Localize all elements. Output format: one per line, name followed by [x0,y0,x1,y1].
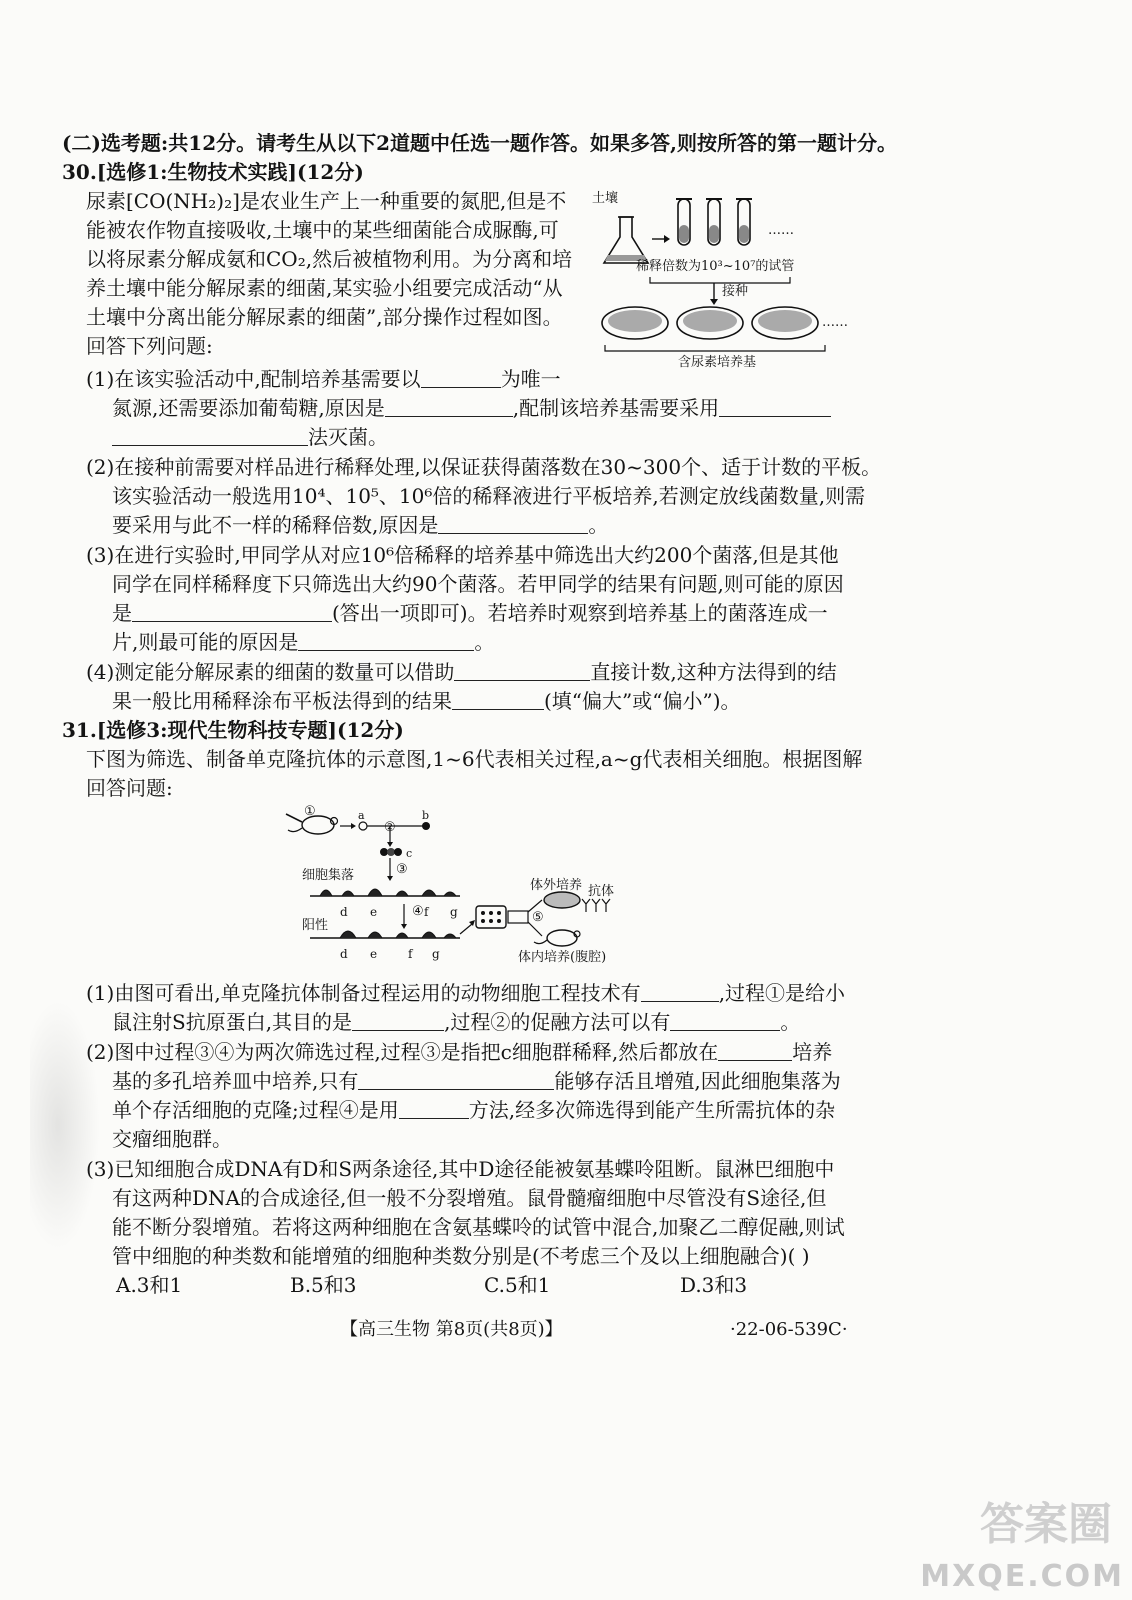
option-c[interactable]: C.5和1 [484,1273,551,1297]
q30-p1-line: (1)在该实验活动中,配制培养基需要以 为唯一 [86,367,561,391]
plate-caption: 含尿素培养基 [678,355,757,370]
answer-blank[interactable] [112,427,308,446]
row-label: g [450,905,458,919]
fused-cells-icon [380,848,402,856]
q30-intro-line: 养土壤中能分解尿素的细菌,某实验小组要完成活动“从 [86,276,563,300]
answer-blank[interactable] [718,1042,792,1061]
answer-blank[interactable] [352,1012,444,1031]
answer-blank[interactable] [438,515,588,534]
cell-b-label: b [422,809,430,822]
section-header: (二)选考题:共12分。请考生从以下2道题中任选一题作答。如果多答,则按所答的第一题计分。 [62,131,898,155]
culture-plate-row [310,931,460,938]
q30-p3-line: 同学在同样稀释度下只筛选出大约90个菌落。若甲同学的结果有问题,则可能的原因 [112,572,844,596]
q31-p2-line: 交瘤细胞群。 [112,1127,232,1151]
answer-blank[interactable] [641,983,719,1002]
dots-label: …… [822,315,848,330]
q30-p4-line: (4)测定能分解尿素的细菌的数量可以借助 直接计数,这种方法得到的结 [86,660,837,684]
answer-blank[interactable] [385,398,513,417]
petri-dish-icon [752,307,818,339]
q31-p3-line: 有这两种DNA的合成途径,但一般不分裂增殖。鼠骨髓瘤细胞中尽管没有S途径,但 [112,1186,827,1210]
q31-title: 31.[选修3:现代生物科技专题](12分) [62,718,404,742]
positive-label: 阳性 [302,918,329,933]
q31-p1-line: (1)由图可看出,单克隆抗体制备过程运用的动物细胞工程技术有 ,过程①是给小 [86,981,846,1005]
q30-intro-line: 以将尿素分解成氨和CO₂,然后被植物利用。为分离和培 [86,247,573,271]
doc-code: ·22-06-539C· [730,1319,848,1340]
q31-intro-line: 回答问题: [86,776,173,800]
bracket-line [650,277,790,283]
answer-blank[interactable] [719,398,831,417]
culture-dish-icon [544,892,580,908]
q31-p2-line: (2)图中过程③④为两次筛选过程,过程③是指把c细胞群稀释,然后都放在 培养 [86,1040,833,1064]
flask-icon [604,217,648,263]
syringe-icon [286,814,302,822]
answer-blank[interactable] [132,603,332,622]
q31-intro-line: 下图为筛选、制备单克隆抗体的示意图,1~6代表相关过程,a~g代表相关细胞。根据图解 [86,747,863,771]
answer-blank[interactable] [399,1100,469,1119]
step-5-label: ⑤ [532,910,544,925]
answer-blank[interactable] [670,1012,780,1031]
q31-p1-line: 鼠注射S抗原蛋白,其目的是 ,过程②的促融方法可以有 。 [112,1010,801,1034]
page-footer: 【高三生物 第8页(共8页)】 [340,1319,563,1340]
q30-figure [590,185,860,375]
step-4-label: ④ [412,904,424,919]
arrow-head-icon [351,823,356,829]
arrow-head-icon [387,876,393,881]
in-vitro-label: 体外培养 [530,878,583,893]
answer-blank[interactable] [454,662,590,681]
watermark-logo: 答案圈 [980,1499,1112,1550]
row-label: d [340,947,348,961]
option-b[interactable]: B.5和3 [290,1273,357,1297]
soil-label: 土壤 [592,191,619,206]
multiwell-plate-icon [476,906,506,928]
antibody-icon [582,899,610,912]
petri-dish-icon [602,307,668,339]
step-2-label: ② [384,820,396,835]
arrow-line [460,924,472,934]
test-tube-icon [736,199,752,245]
q30-p1-line: 氮源,还需要添加葡萄糖,原因是 ,配制该培养基需要采用 [112,396,831,420]
test-tube-icon [676,199,692,245]
option-d[interactable]: D.3和3 [680,1273,748,1297]
option-a[interactable]: A.3和1 [116,1273,183,1297]
antibody-label: 抗体 [588,884,615,899]
mouse-icon [534,930,580,946]
row-label: g [432,947,440,961]
q30-p2-line: (2)在接种前需要对样品进行稀释处理,以保证获得菌落数在30~300个、适于计数的平板。 [86,455,882,479]
syringe-icon [508,911,528,923]
q31-p3-line: 能不断分裂增殖。若将这两种细胞在含氨基蝶呤的试管中混合,加聚乙二醇促融,则试 [112,1215,845,1239]
scan-shadow [30,1000,100,1250]
answer-blank[interactable] [298,632,474,651]
dilution-diagram [590,185,860,375]
q30-p2-line: 该实验活动一般选用10⁴、10⁵、10⁶倍的稀释液进行平板培养,若测定放线菌数量,则需 [112,484,866,508]
row-label: f [424,905,429,919]
in-vivo-label: 体内培养(腹腔) [518,950,607,965]
q30-p3-line: 片,则最可能的原因是 。 [112,630,495,654]
row-label: e [370,905,378,919]
petri-dish-icon [677,307,743,339]
dots-label: …… [768,223,794,238]
q31-figure [280,800,620,970]
tube-caption: 稀释倍数为10³~10⁷的试管 [636,259,795,274]
arrow-head-icon [387,842,393,847]
q30-intro-line: 土壤中分离出能分解尿素的细菌”,部分操作过程如图。 [86,305,563,329]
q30-intro-line: 能被农作物直接吸收,土壤中的某些细菌能合成脲酶,可 [86,218,559,242]
q31-p2-line: 基的多孔培养皿中培养,只有 能够存活且增殖,因此细胞集落为 [112,1069,841,1093]
row-label: e [370,947,378,961]
q30-intro-line: 回答下列问题: [86,334,213,358]
cell-a-label: a [358,809,365,822]
q31-p2-line: 单个存活细胞的克隆;过程④是用 方法,经多次筛选得到能产生所需抗体的杂 [112,1098,836,1122]
answer-blank[interactable] [452,691,544,710]
q30-intro-line: 尿素[CO(NH₂)₂]是农业生产上一种重要的氮肥,但是不 [86,189,567,213]
row-label: f [408,947,413,961]
step-1-label: ① [304,804,316,819]
arrow-head-icon [664,235,670,243]
watermark-url: MXQE.COM [920,1559,1124,1594]
q30-p3-line: 是 (答出一项即可)。若培养时观察到培养基上的菌落连成一 [112,601,828,625]
colony-label: 细胞集落 [302,868,355,883]
q31-p3-line: 管中细胞的种类数和能增殖的细胞种类数分别是(不考虑三个及以上细胞融合)( ) [112,1244,810,1268]
answer-blank[interactable] [421,369,501,388]
q30-p2-line: 要采用与此不一样的稀释倍数,原因是 。 [112,513,609,537]
cell-c-label: c [406,847,413,860]
arrow-head-icon [401,924,407,929]
row-label: d [340,905,348,919]
answer-blank[interactable] [358,1071,554,1090]
arrow-head-icon [710,299,718,305]
q31-p3-line: (3)已知细胞合成DNA有D和S两条途径,其中D途径能被氨基蝶呤阻断。鼠淋巴细胞中 [86,1157,835,1181]
q30-title: 30.[选修1:生物技术实践](12分) [62,160,364,184]
inoculate-label: 接种 [722,284,749,299]
bracket-line [605,345,825,351]
step-3-label: ③ [396,862,408,877]
culture-plate-row [310,889,460,896]
q30-p3-line: (3)在进行实验时,甲同学从对应10⁶倍稀释的培养基中筛选出大约200个菌落,但是其他 [86,543,839,567]
q30-p4-line: 果一般比用稀释涂布平板法得到的结果 (填“偏大”或“偏小”)。 [112,689,741,713]
test-tube-icon [706,199,722,245]
q30-p1-line: 法灭菌。 [112,425,388,449]
